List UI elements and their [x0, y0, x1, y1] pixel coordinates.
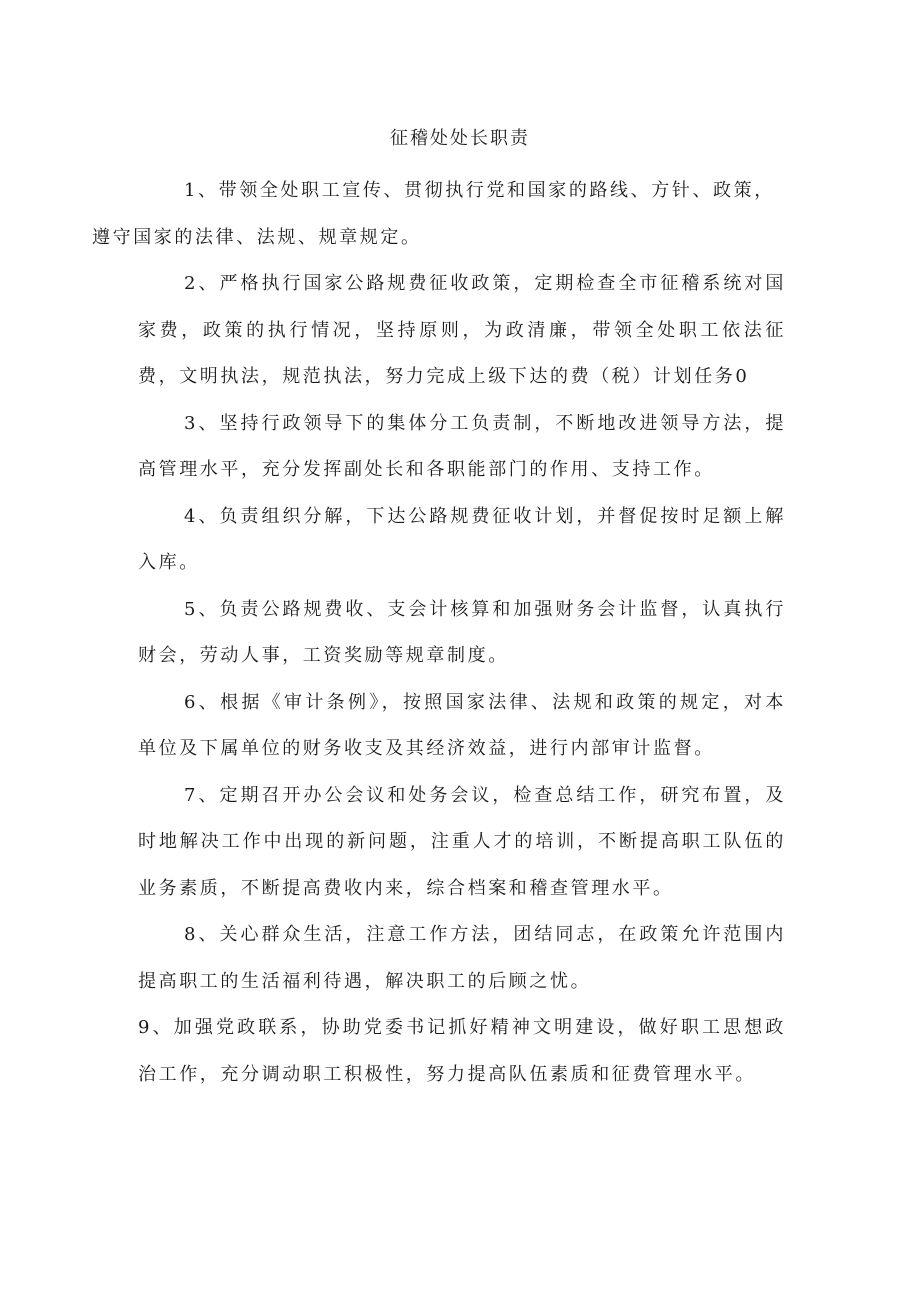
- document-title: 征稽处处长职责: [390, 128, 530, 149]
- duty-item-7: 7、定期召开办公会议和处务会议，检查总结工作，研究布置，及时地解决工作中出现的新问题，注重人才的培训，不断提高职工队伍的业务素质，不断提高费收内来，综合档案和稽查管理水平。: [138, 784, 786, 899]
- duty-item-3: 3、坚持行政领导下的集体分工负责制，不断地改进领导方法，提高管理水平，充分发挥副处长和各职能部门的作用、支持工作。: [138, 412, 786, 480]
- duty-item-1-line-1: 1、带领全处职工宣传、贯彻执行党和国家的路线、方针、政策，: [184, 180, 775, 201]
- duty-item-8: 8、关心群众生活，注意工作方法，团结同志，在政策允许范围内提高职工的生活福利待遇，解决职工的后顾之忧。: [138, 924, 786, 992]
- duty-item-9: 9、加强党政联系，协助党委书记抓好精神文明建设，做好职工思想政治工作，充分调动职工积极性，努力提高队伍素质和征费管理水平。: [138, 1017, 786, 1085]
- duty-item-1: [92, 168, 786, 261]
- duty-item-6: 6、根据《审计条例》，按照国家法律、法规和政策的规定，对本单位及下属单位的财务收支及其经济效益，进行内部审计监督。: [138, 691, 786, 759]
- duty-item-4: 4、负责组织分解，下达公路规费征收计划，并督促按时足额上解入库。: [138, 505, 786, 573]
- document-body: [92, 168, 786, 1098]
- duty-item-1-line-2: 遵守国家的法律、法规、规章规定。: [92, 226, 422, 248]
- duty-item-2: 2、严格执行国家公路规费征收政策，定期检查全市征稽系统对国家费，政策的执行情况，坚持原则，为政清廉，带领全处职工依法征费，文明执法，规范执法，努力完成上级下达的费（税）计划任务0: [138, 273, 786, 387]
- duty-item-5: 5、负责公路规费收、支会计核算和加强财务会计监督，认真执行财会，劳动人事，工资奖励等规章制度。: [138, 598, 786, 666]
